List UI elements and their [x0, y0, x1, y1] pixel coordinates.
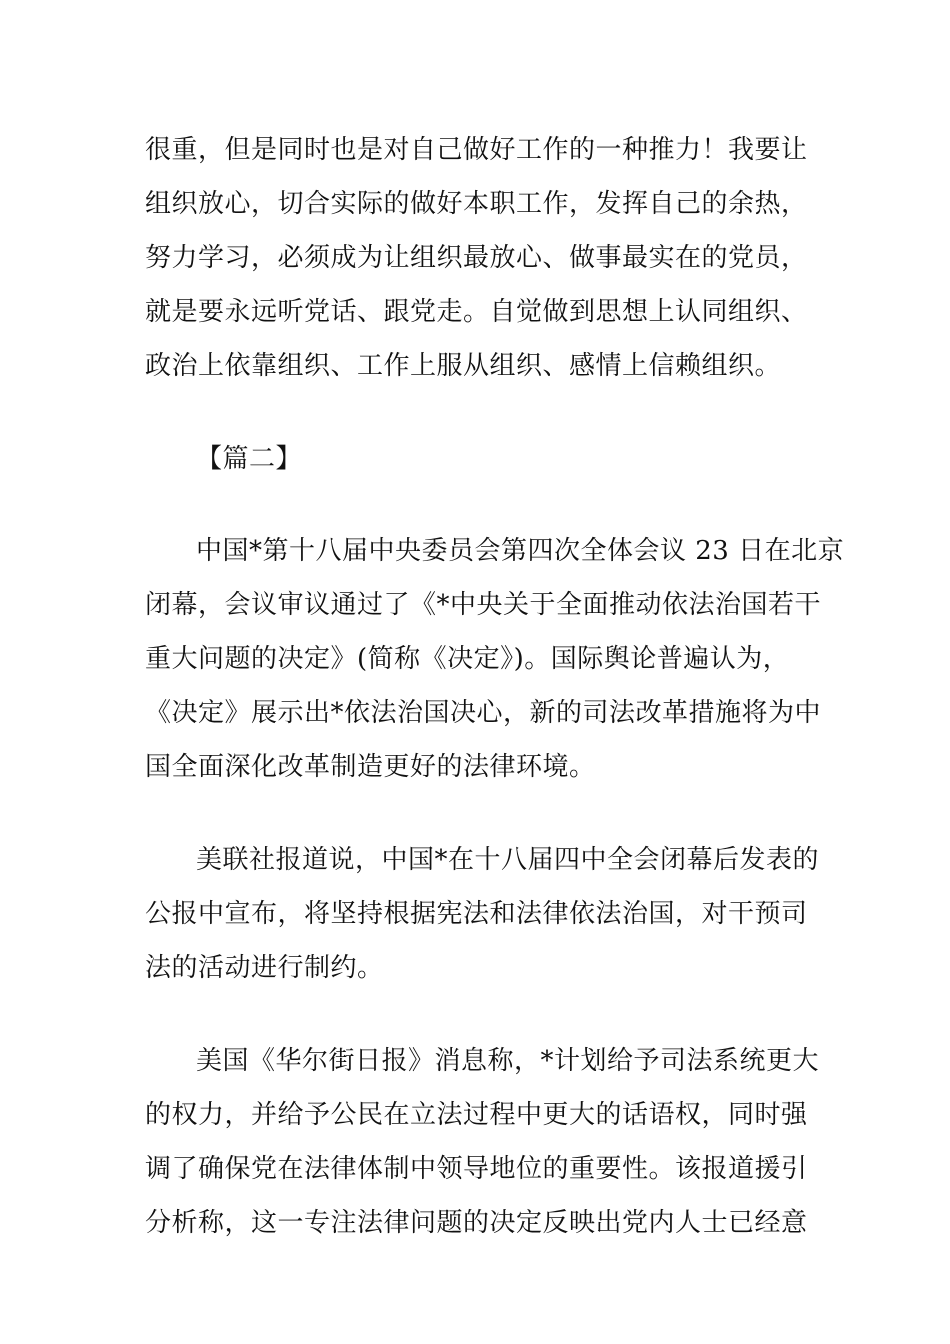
text-line: 重大问题的决定》(简称《决定》)。国际舆论普遍认为， [145, 644, 790, 674]
text-line: 闭幕，会议审议通过了《*中央关于全面推动依法治国若干 [145, 590, 822, 620]
text-line: 的权力，并给予公民在立法过程中更大的话语权，同时强 [145, 1100, 808, 1130]
text-line: 分析称，这一专注法律问题的决定反映出党内人士已经意 [145, 1208, 808, 1238]
text-line: 组织放心，切合实际的做好本职工作，发挥自己的余热， [145, 189, 808, 219]
text-line: 中国*第十八届中央委员会第四次全体会议 23 日在北京 [196, 536, 845, 566]
text-line: 《决定》展示出*依法治国决心，新的司法改革措施将为中 [145, 698, 822, 728]
text-line: 努力学习，必须成为让组织最放心、做事最实在的党员， [145, 243, 808, 273]
section-heading: 【篇二】 [196, 444, 303, 474]
text-line: 调了确保党在法律体制中领导地位的重要性。该报道援引 [145, 1154, 808, 1184]
text-line: 美国《华尔街日报》消息称，*计划给予司法系统更大 [196, 1046, 820, 1076]
text-line: 很重，但是同时也是对自己做好工作的一种推力！我要让 [145, 135, 808, 165]
text-line: 政治上依靠组织、工作上服从组织、感情上信赖组织。 [145, 351, 782, 381]
text-line: 就是要永远听党话、跟党走。自觉做到思想上认同组织、 [145, 297, 808, 327]
text-line: 法的活动进行制约。 [145, 953, 384, 983]
text-line: 公报中宣布，将坚持根据宪法和法律依法治国，对干预司 [145, 899, 808, 929]
text-line: 国全面深化改革制造更好的法律环境。 [145, 752, 596, 782]
text-line: 美联社报道说，中国*在十八届四中全会闭幕后发表的 [196, 845, 820, 875]
